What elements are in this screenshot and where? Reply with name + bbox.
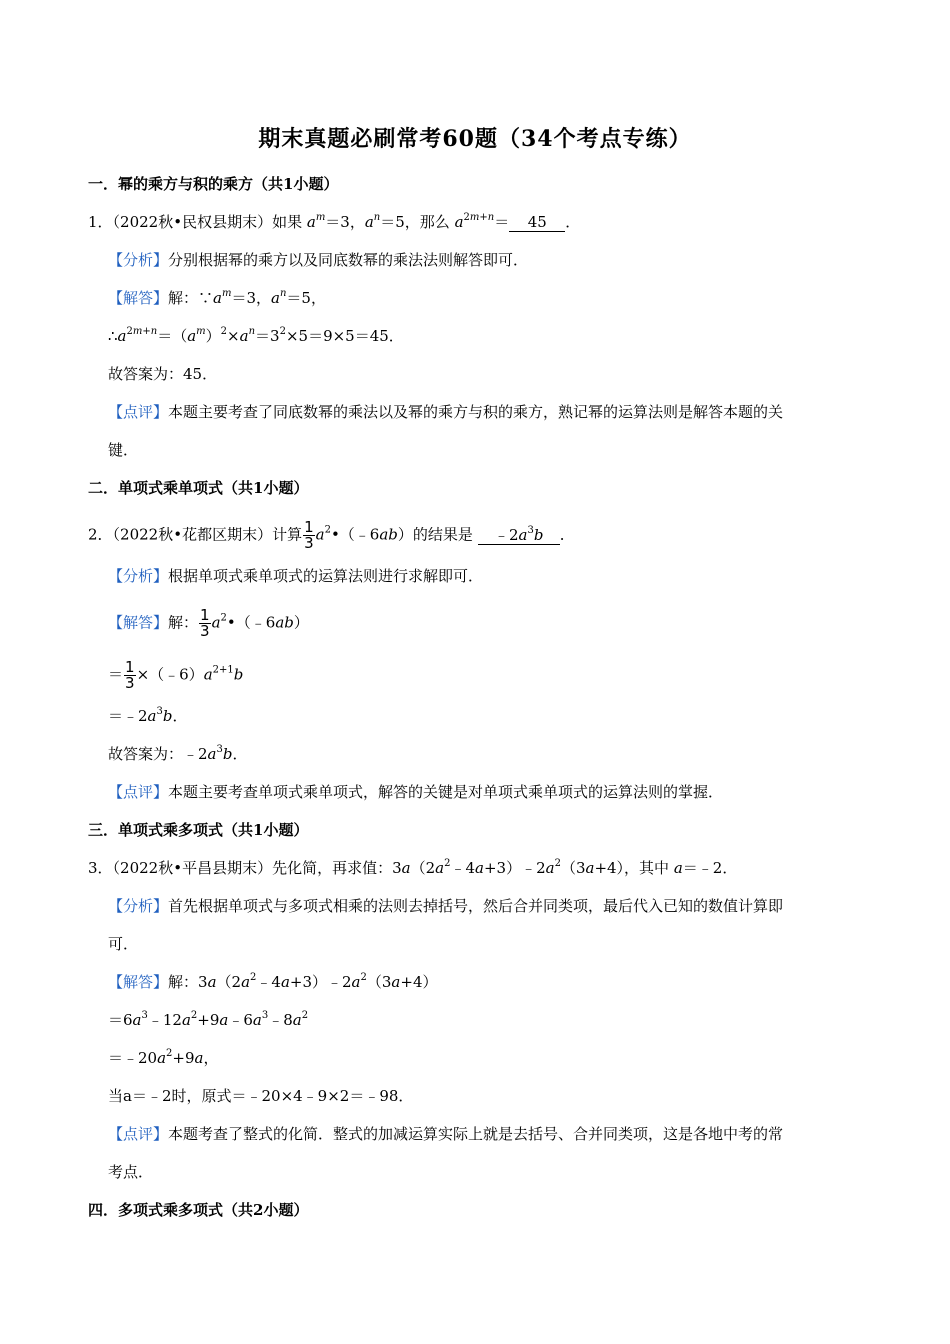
q2-comment: 【点评】本题主要考查单项式乘单项式，解答的关键是对单项式乘单项式的运算法则的掌握． xyxy=(108,783,724,801)
question-2: 2．（2022秋•花都区期末）计算 $\frac{1}{3}$ $a^2•(﹣6ab)$的结果是 $﹣2a^3b$ ． xyxy=(88,518,575,552)
q1-step: $\therefore a^{2m+n}=(a^m)^2\times a^n=3^2\times 5=9\times 5=45$． xyxy=(108,326,404,345)
section-heading-2: 二．单项式乘单项式（共1小题） xyxy=(88,479,309,497)
q2-solution: 【解答】解： $\frac{1}{3}$ $a^2•(﹣6ab)$ xyxy=(108,606,309,640)
section-heading-3: 三．单项式乘多项式（共1小题） xyxy=(88,821,309,839)
q2-result: $=﹣2a^3b$． xyxy=(108,706,188,725)
question-1: 1．（2022秋•民权县期末）如果 $a^m=3$，$a^n=5$，那么 $a^{2m+n}= 45$ ． xyxy=(88,212,581,231)
q3-step-3: 当a＝﹣2时，原式＝﹣20×4﹣9×2＝﹣98． xyxy=(108,1087,414,1105)
answer-blank-2: $﹣2a^3b$ xyxy=(478,526,560,545)
q3-comment-cont: 考点． xyxy=(108,1163,154,1181)
q3-analysis: 【分析】首先根据单项式与多项式相乘的法则去掉括号，然后合并同类项，最后代入已知的数值计算即 xyxy=(108,897,784,915)
q3-step-2: $=﹣20a^2+9a$， xyxy=(108,1048,219,1067)
q1-comment-cont: 键． xyxy=(108,441,139,459)
question-3-source: （2022秋•平昌县期末）先化简，再求值： xyxy=(112,859,393,877)
q3-step-1: $=6a^3﹣12a^2+9a﹣6a^3﹣8a^2$ xyxy=(108,1010,309,1029)
q3-analysis-cont: 可． xyxy=(108,935,139,953)
q2-step: ＝ $\frac{1}{3}$ $\times(﹣6)a^{2+1}b$ xyxy=(108,658,244,692)
fraction: $\frac{1}{3}$ xyxy=(125,658,135,692)
q1-solution: 【解答】解：$\because a^m=3$，$a^n=5$， xyxy=(108,288,326,307)
section-heading-1: 一．幂的乘方与积的乘方（共1小题） xyxy=(88,175,339,193)
question-1-source: （2022秋•民权县期末）如果 xyxy=(112,213,303,231)
q2-conclusion: 故答案为：$﹣2a^3b$． xyxy=(108,744,248,763)
fraction: $\frac{1}{3}$ xyxy=(200,606,210,640)
q1-analysis: 【分析】分别根据幂的乘方以及同底数幂的乘法法则解答即可． xyxy=(108,251,529,269)
q3-comment: 【点评】本题考查了整式的化简．整式的加减运算实际上就是去括号、合并同类项，这是各地中考的常 xyxy=(108,1125,784,1143)
section-heading-4: 四．多项式乘多项式（共2小题） xyxy=(88,1201,309,1219)
question-3: 3．（2022秋•平昌县期末）先化简，再求值：$3a(2a^2﹣4a+3)﹣2a^2(3a+4)$，其中 a＝﹣2． xyxy=(88,858,738,877)
q3-solution: 【解答】解：$3a(2a^2﹣4a+3)﹣2a^2(3a+4)$ xyxy=(108,972,438,991)
q2-analysis: 【分析】根据单项式乘单项式的运算法则进行求解即可． xyxy=(108,567,484,585)
answer-blank-1: 45 xyxy=(509,213,565,232)
page-title: 期末真题必刷常考60题（34个考点专练） xyxy=(258,126,692,152)
q1-conclusion: 故答案为：45． xyxy=(108,365,218,383)
q1-comment: 【点评】本题主要考查了同底数幂的乘法以及幂的乘方与积的乘方，熟记幂的运算法则是解答本题的关 xyxy=(108,403,784,421)
question-2-source: （2022秋•花都区期末）计算 xyxy=(112,525,303,544)
fraction: $\frac{1}{3}$ xyxy=(304,518,314,552)
